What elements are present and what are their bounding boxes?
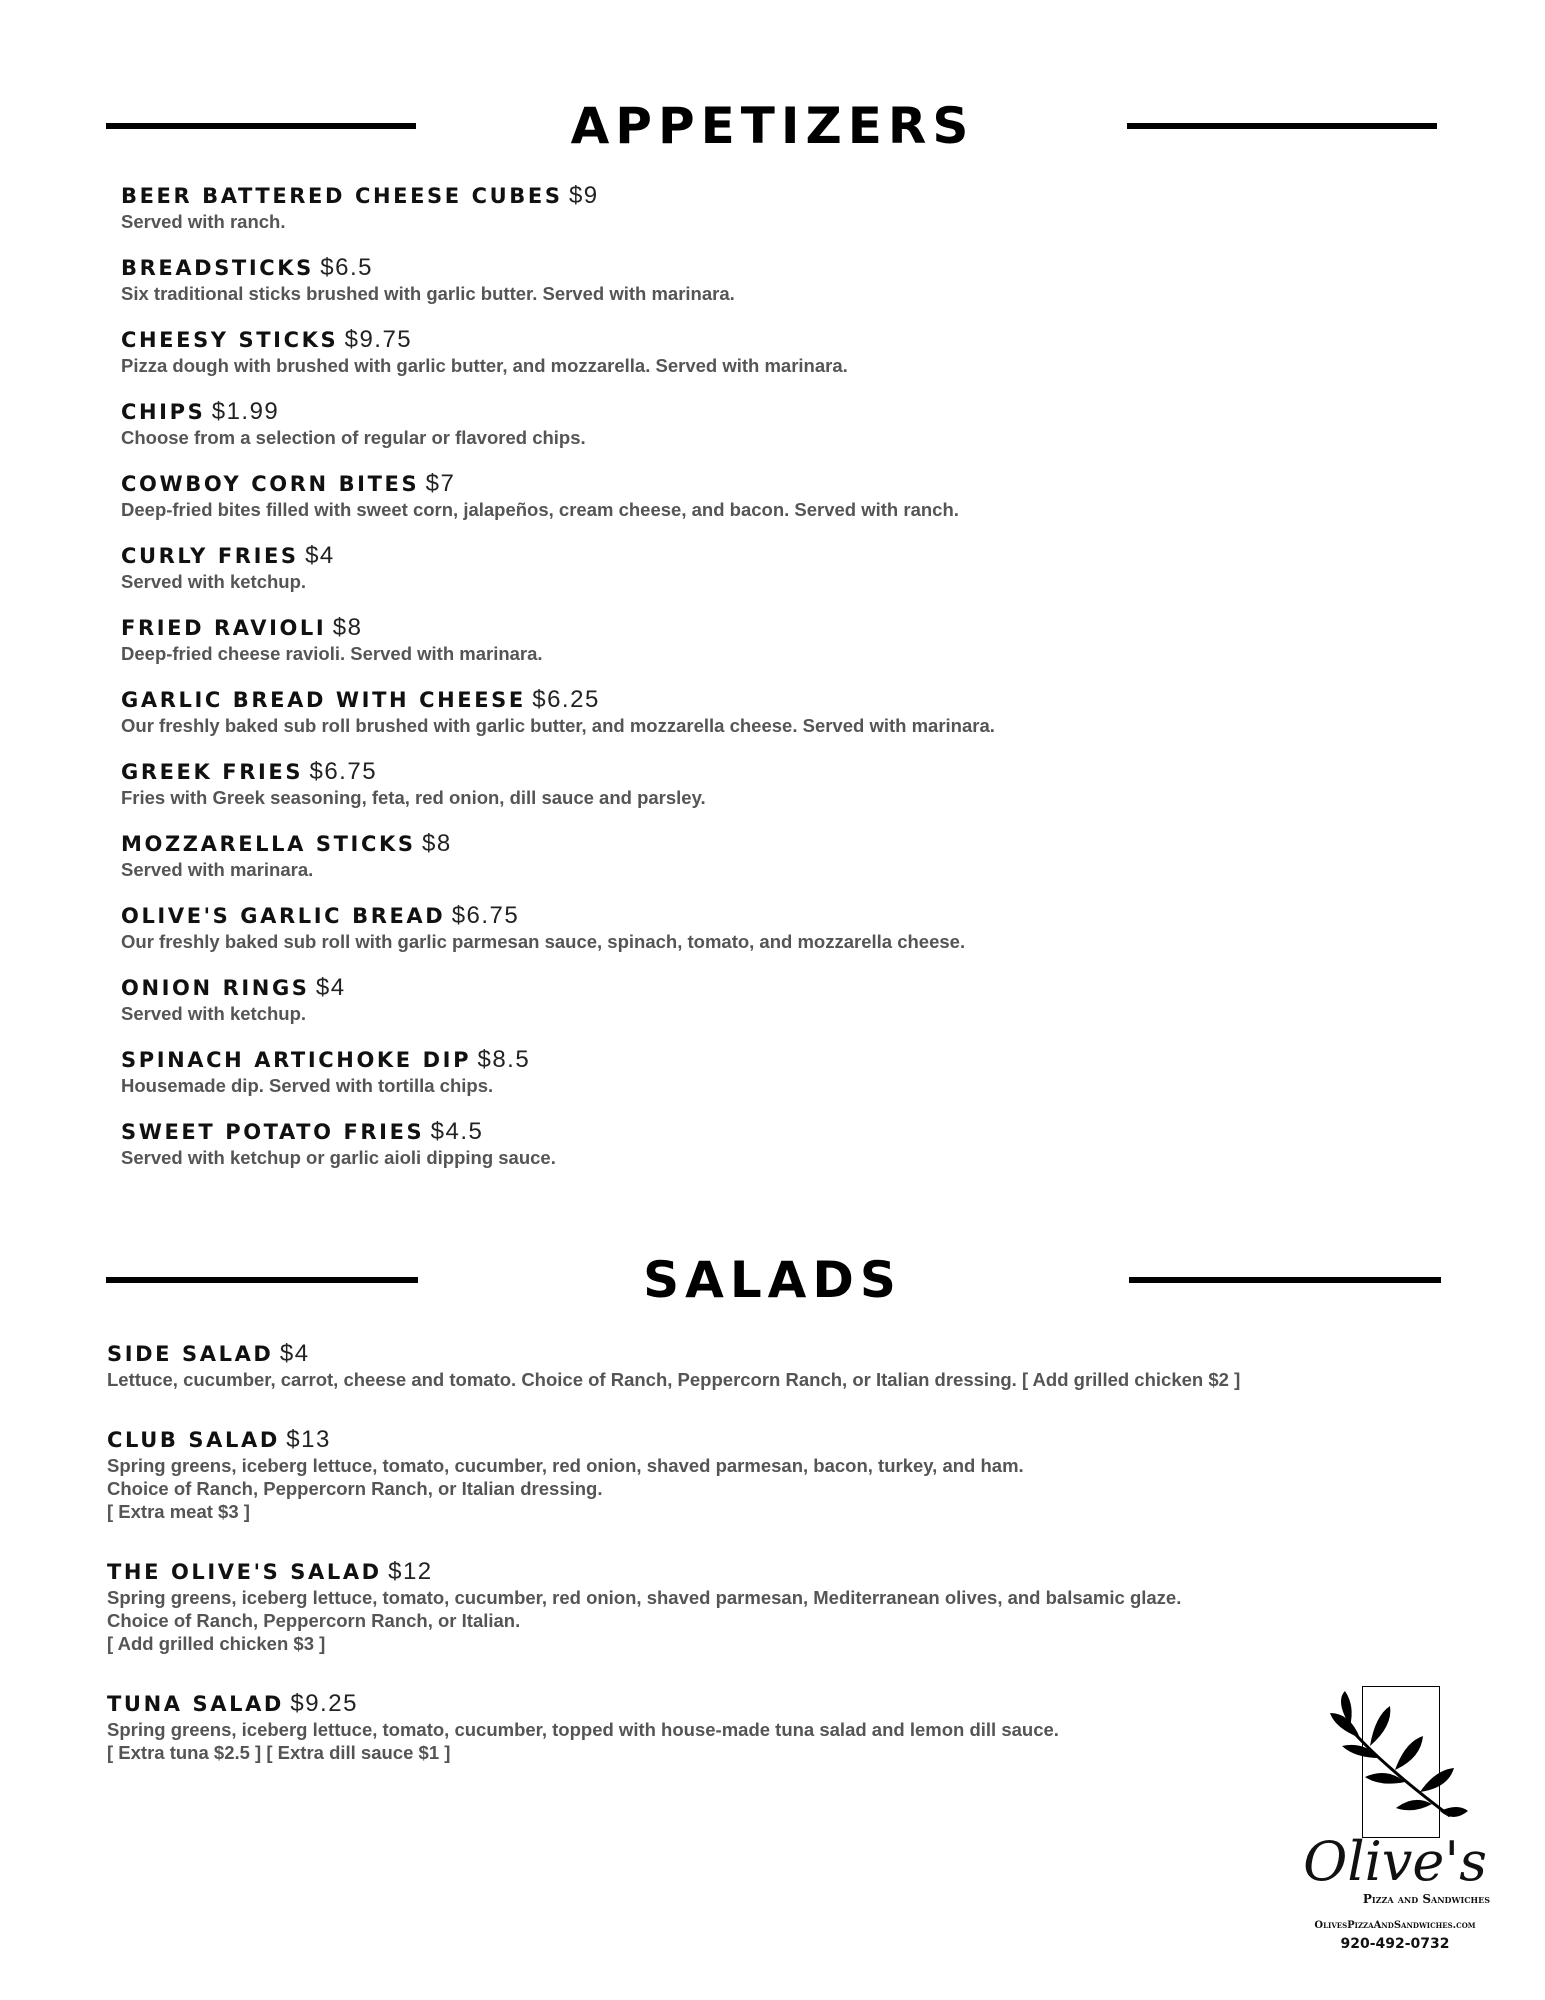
item-description-line: Choice of Ranch, Peppercorn Ranch, or Italian.	[107, 1610, 521, 1631]
item-name: COWBOY CORN BITES	[121, 472, 420, 496]
item-title	[121, 901, 995, 930]
item-description: Served with ranch.	[121, 211, 286, 232]
item-price: $6.75	[309, 758, 378, 785]
menu-item	[107, 1339, 1240, 1391]
menu-item	[121, 397, 995, 469]
logo-brand: Olive's	[1303, 1830, 1487, 1893]
menu-item	[121, 181, 995, 253]
item-description-line: Lettuce, cucumber, carrot, cheese and tomato. Choice of Ranch, Peppercorn Ranch, or Italian dressing. [ Add grilled chicken $2 ]	[107, 1369, 1241, 1390]
item-description: Our freshly baked sub roll with garlic parmesan sauce, spinach, tomato, and mozzarella cheese.	[121, 931, 966, 952]
item-description: Deep-fried bites filled with sweet corn, jalapeños, cream cheese, and bacon. Served with ranch.	[121, 499, 959, 520]
menu-item	[121, 253, 995, 325]
item-price: $13	[286, 1426, 331, 1453]
item-title	[121, 973, 995, 1002]
item-price: $7	[425, 470, 456, 497]
item-name: SPINACH ARTICHOKE DIP	[121, 1048, 472, 1072]
item-price: $1.99	[211, 398, 280, 425]
item-name: MOZZARELLA STICKS	[121, 832, 416, 856]
item-title	[121, 253, 995, 282]
item-title	[121, 469, 995, 498]
menu-item	[121, 757, 995, 829]
item-price: $9.25	[290, 1690, 358, 1717]
item-description: Fries with Greek seasoning, feta, red onion, dill sauce and parsley.	[121, 787, 706, 808]
appetizers-list	[121, 181, 995, 1189]
menu-item	[121, 1117, 995, 1189]
item-name: BEER BATTERED CHEESE CUBES	[121, 184, 563, 208]
item-price: $9.75	[344, 326, 413, 353]
menu-item	[121, 829, 995, 901]
item-title	[121, 829, 995, 858]
menu-item	[121, 613, 995, 685]
appetizers-header	[0, 96, 1545, 156]
item-title	[121, 613, 995, 642]
item-title	[107, 1557, 1240, 1586]
item-description: Our freshly baked sub roll brushed with garlic butter, and mozzarella cheese. Served with marinara.	[121, 715, 995, 736]
item-name: FRIED RAVIOLI	[121, 616, 327, 640]
item-title	[107, 1689, 1240, 1718]
item-title	[121, 757, 995, 786]
item-name: BREADSTICKS	[121, 256, 314, 280]
item-description: Served with marinara.	[121, 859, 314, 880]
item-price: $8	[332, 614, 363, 641]
item-description: Pizza dough with brushed with garlic butter, and mozzarella. Served with marinara.	[121, 355, 848, 376]
item-price: $4	[305, 542, 335, 569]
item-description: Choose from a selection of regular or flavored chips.	[121, 427, 586, 448]
salads-list	[107, 1339, 1240, 1798]
menu-item	[107, 1557, 1240, 1655]
item-description: Served with ketchup.	[121, 1003, 307, 1024]
item-name: TUNA SALAD	[107, 1692, 284, 1716]
salads-header	[0, 1250, 1545, 1310]
item-price: $8.5	[477, 1046, 531, 1073]
salads-title: SALADS	[643, 1251, 902, 1309]
logo-subtitle: Pizza and Sandwiches	[1362, 1892, 1490, 1906]
menu-item	[121, 469, 995, 541]
item-name: OLIVE'S GARLIC BREAD	[121, 904, 446, 928]
menu-item	[121, 901, 995, 973]
item-price: $4.5	[430, 1118, 484, 1145]
item-description-line: [ Extra tuna $2.5 ] [ Extra dill sauce $1 ]	[107, 1742, 451, 1763]
item-price: $4	[315, 974, 346, 1001]
item-price: $8	[421, 830, 452, 857]
right-rule	[1127, 123, 1437, 129]
item-title	[121, 1117, 995, 1146]
item-name: ONION RINGS	[121, 976, 310, 1000]
item-name: CHIPS	[121, 400, 206, 424]
item-price: $6.75	[451, 902, 520, 929]
menu-item	[121, 1045, 995, 1117]
item-title	[121, 541, 995, 570]
item-name: CHEESY STICKS	[121, 328, 339, 352]
item-name: CLUB SALAD	[107, 1428, 280, 1452]
item-name: SIDE SALAD	[107, 1342, 274, 1366]
item-title	[107, 1339, 1240, 1368]
item-name: SWEET POTATO FRIES	[121, 1120, 425, 1144]
item-name: THE OLIVE'S SALAD	[107, 1560, 382, 1584]
item-name: CURLY FRIES	[121, 544, 299, 568]
item-price: $6.25	[532, 686, 600, 713]
item-name: GREEK FRIES	[121, 760, 304, 784]
item-title	[107, 1425, 1240, 1454]
olives-logo	[1300, 1686, 1490, 1956]
logo-phone: 920-492-0732	[1340, 1936, 1450, 1952]
item-price: $12	[388, 1558, 433, 1585]
menu-item	[107, 1689, 1240, 1764]
item-description: Deep-fried cheese ravioli. Served with marinara.	[121, 643, 543, 664]
item-description-line: Spring greens, iceberg lettuce, tomato, cucumber, red onion, shaved parmesan, bacon, turkey, and ham.	[107, 1455, 1024, 1476]
menu-item	[107, 1425, 1240, 1523]
appetizers-title: APPETIZERS	[570, 97, 975, 155]
item-title	[121, 181, 995, 210]
item-price: $4	[279, 1340, 310, 1367]
item-description-line: Spring greens, iceberg lettuce, tomato, cucumber, topped with house-made tuna salad and lemon dill sauce.	[107, 1719, 1059, 1740]
item-description: Six traditional sticks brushed with garlic butter. Served with marinara.	[121, 283, 735, 304]
logo-url: OlivesPizzaAndSandwiches.com	[1314, 1920, 1476, 1931]
item-price: $9	[568, 182, 599, 209]
item-description-line: [ Add grilled chicken $3 ]	[107, 1633, 326, 1654]
item-title	[121, 685, 995, 714]
menu-item	[121, 541, 995, 613]
olive-branch-icon	[1300, 1686, 1490, 1836]
item-name: GARLIC BREAD WITH CHEESE	[121, 688, 526, 712]
item-price: $6.5	[320, 254, 373, 281]
item-description: Housemade dip. Served with tortilla chips.	[121, 1075, 494, 1096]
menu-item	[121, 685, 995, 757]
item-description: Served with ketchup.	[121, 571, 307, 592]
menu-item	[121, 973, 995, 1045]
item-title	[121, 325, 995, 354]
item-title	[121, 1045, 995, 1074]
item-description: Served with ketchup or garlic aioli dipping sauce.	[121, 1147, 556, 1168]
item-title	[121, 397, 995, 426]
item-description-line: [ Extra meat $3 ]	[107, 1501, 250, 1522]
menu-item	[121, 325, 995, 397]
item-description-line: Choice of Ranch, Peppercorn Ranch, or Italian dressing.	[107, 1478, 603, 1499]
item-description-line: Spring greens, iceberg lettuce, tomato, cucumber, red onion, shaved parmesan, Mediterranean olives, and balsamic glaze.	[107, 1587, 1182, 1608]
right-rule	[1129, 1277, 1441, 1283]
